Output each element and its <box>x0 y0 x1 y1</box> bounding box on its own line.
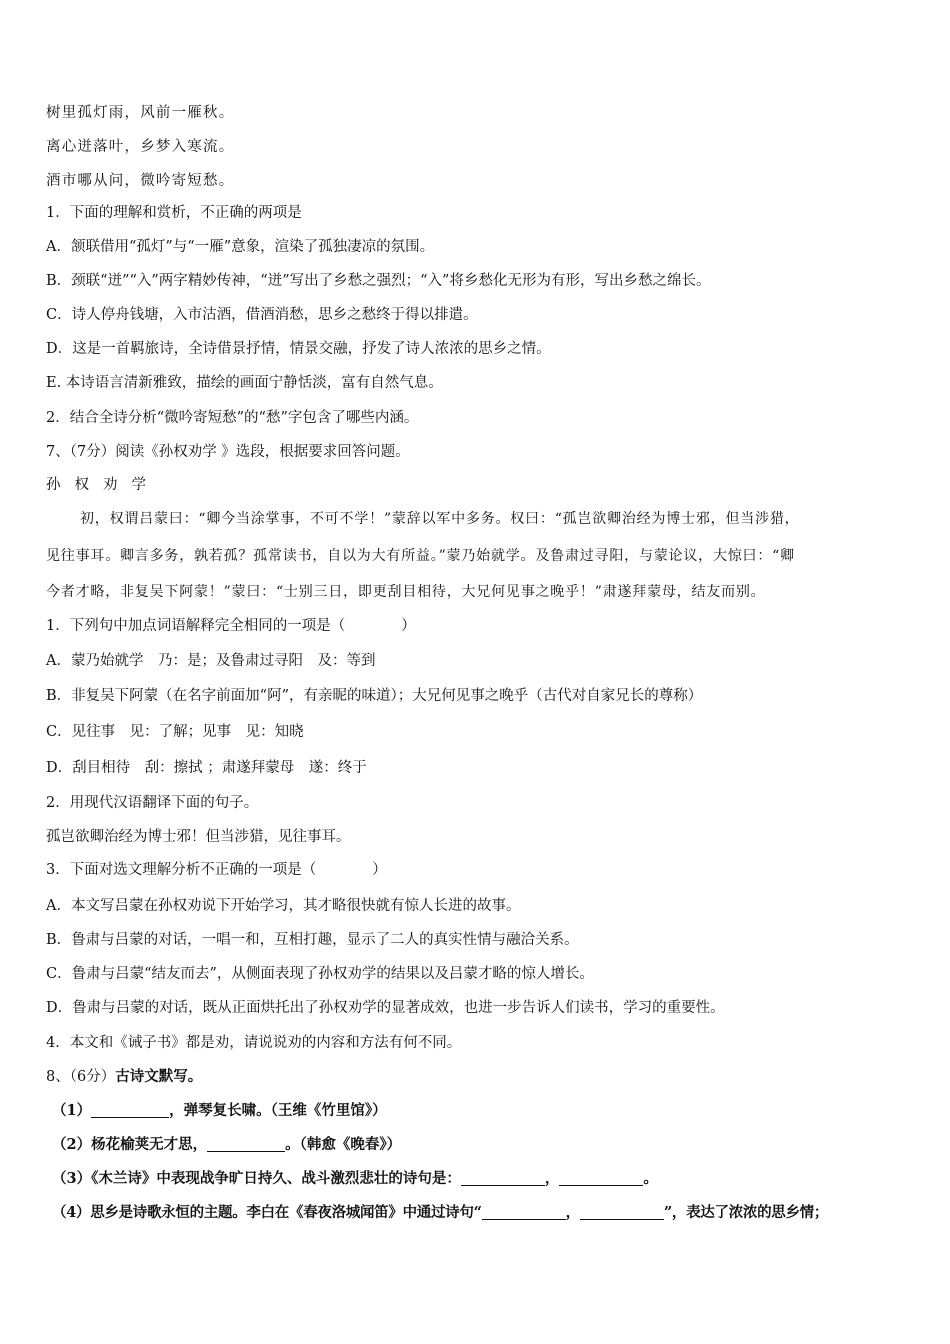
option-b: B．鲁肃与吕蒙的对话，一唱一和，互相打趣，显示了二人的真实性情与融洽关系。 <box>46 932 579 948</box>
option-c: C．鲁肃与吕蒙“结友而去”，从侧面表现了孙权劝学的结果以及吕蒙才略的惊人增长。 <box>46 966 594 982</box>
option-c: C．见往事 见：了解；见事 见：知晓 <box>46 724 304 740</box>
answer-blank <box>559 1171 643 1186</box>
question-paren: ） <box>401 618 416 634</box>
option-d: D．鲁肃与吕蒙的对话，既从正面烘托出了孙权劝学的显著成效，也进一步告诉人们读书，学习的重要性。 <box>46 1000 725 1016</box>
question-stem-text: 3．下面对选文理解分析不正确的一项是（ <box>46 862 317 878</box>
dictation-item: （1） ，弹琴复长啸。（王维《竹里馆》） <box>52 1102 387 1119</box>
passage-line: 初，权谓吕蒙曰：“卿今当涂掌事，不可不学！”蒙辞以军中多务。权曰：“孤岂欲卿治经为博士邪，但当涉猎， <box>80 511 800 527</box>
translation-sentence: 孤岂欲卿治经为博士邪！但当涉猎，见往事耳。 <box>46 829 351 845</box>
option-e: E. 本诗语言清新雅致，描绘的画面宁静恬淡，富有自然气息。 <box>46 375 443 391</box>
answer-blank <box>580 1205 664 1220</box>
answer-blank <box>461 1171 545 1186</box>
passage-title: 孙权劝学 <box>46 477 160 493</box>
question-stem <box>46 860 387 880</box>
passage-line: 今者才略，非复吴下阿蒙！”蒙曰：“士别三日，即更刮目相待，大兄何见事之晚乎！”肃遂拜蒙母，结友而别。 <box>46 584 766 600</box>
dictation-item: （2）杨花榆荚无才思， 。（韩愈《晚春》） <box>52 1136 402 1153</box>
question-heading <box>46 1067 202 1087</box>
question-stem: 1．下面的理解和赏析，不正确的两项是 <box>46 205 302 221</box>
question-heading: 7、（7分）阅读《孙权劝学 》选段，根据要求回答问题。 <box>46 444 410 460</box>
question-number: 8、（6分） <box>46 1069 116 1085</box>
option-b: B．颈联“迸”“入”两字精妙传神，“迸”写出了乡愁之强烈；“入”将乡愁化无形为有形，写出乡愁之绵长。 <box>46 273 711 289</box>
dictation-item: （3）《木兰诗》中表现战争旷日持久、战斗激烈悲壮的诗句是： ， 。 <box>52 1170 658 1187</box>
answer-blank <box>91 1103 169 1118</box>
question-stem <box>46 616 416 636</box>
passage-line: 见往事耳。卿言多务，孰若孤？孤常读书，自以为大有所益。”蒙乃始就学。及鲁肃过寻阳，与蒙论议，大惊曰：“卿 <box>46 548 795 564</box>
question-stem: 4．本文和《诫子书》都是劝，请说说劝的内容和方法有何不同。 <box>46 1035 462 1051</box>
question-stem: 2．结合全诗分析“微吟寄短愁”的“愁”字包含了哪些内涵。 <box>46 410 419 426</box>
option-d: D．刮目相待 刮：擦拭 ；肃遂拜蒙母 遂：终于 <box>46 760 367 776</box>
question-paren: ） <box>372 862 387 878</box>
option-a: A．蒙乃始就学 乃：是；及鲁肃过寻阳 及：等到 <box>46 653 376 669</box>
question-stem: 2．用现代汉语翻译下面的句子。 <box>46 795 259 811</box>
option-a: A．颔联借用“孤灯”与“一雁”意象，渲染了孤独凄凉的氛围。 <box>46 239 435 255</box>
answer-blank <box>207 1137 285 1152</box>
poem-line: 树里孤灯雨，风前一雁秋。 <box>46 105 235 121</box>
dictation-item: （4）思乡是诗歌永恒的主题。李白在《春夜洛城闻笛》中通过诗句“ ， ”，表达了浓浓的思乡情； <box>52 1204 829 1221</box>
option-d: D．这是一首羁旅诗，全诗借景抒情，情景交融，抒发了诗人浓浓的思乡之情。 <box>46 341 551 357</box>
option-c: C．诗人停舟钱塘，入市沽酒，借酒消愁，思乡之愁终于得以排遣。 <box>46 307 478 323</box>
option-a: A．本文写吕蒙在孙权劝说下开始学习，其才略很快就有惊人长进的故事。 <box>46 898 521 914</box>
option-b: B．非复吴下阿蒙（在名字前面加“阿”，有亲昵的味道）；大兄何见事之晚乎（古代对自家兄长的尊称） <box>46 688 703 704</box>
question-stem-text: 1．下列句中加点词语解释完全相同的一项是（ <box>46 618 346 634</box>
poem-line: 酒市哪从问，微吟寄短愁。 <box>46 173 235 189</box>
poem-line: 离心迸落叶，乡梦入寒流。 <box>46 139 235 155</box>
question-title: 古诗文默写。 <box>115 1068 203 1085</box>
answer-blank <box>482 1205 566 1220</box>
